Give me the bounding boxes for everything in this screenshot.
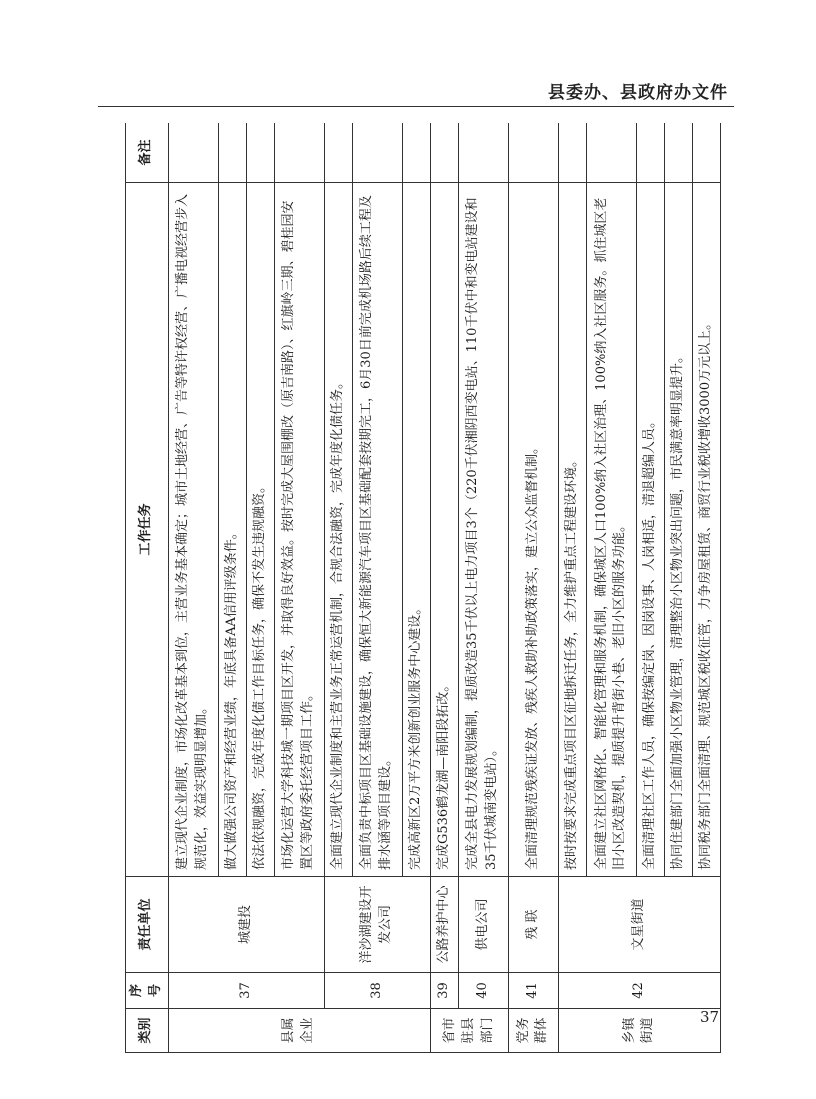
unit-cell: 供电公司 (458, 877, 508, 973)
unit-cell: 洋沙湖建设开发公司 (324, 877, 430, 973)
number-cell: 40 (458, 973, 508, 1009)
table-row (324, 123, 352, 1053)
task-table (125, 123, 721, 1053)
table-row (168, 123, 218, 1053)
remark-cell (636, 123, 664, 183)
unit-cell: 城建投 (168, 877, 324, 973)
remark-cell (558, 123, 586, 183)
table-header-row (126, 123, 169, 1053)
unit-cell: 残 联 (508, 877, 558, 973)
category-cell: 县属企业 (168, 1009, 430, 1053)
task-cell: 完成G536鹤龙湖—南阳段拓改。 (430, 183, 458, 877)
task-cell: 做大做强公司资产和经营业绩，年底具备AA信用评级条件。 (218, 183, 246, 877)
remark-cell (402, 123, 430, 183)
remark-cell (168, 123, 218, 183)
task-cell: 全面建立社区网格化、智能化管理和服务机制，确保城区人口100%纳入社区治理、100%纳入社区服务。抓住城区老旧小区改造契机，提质提升背街小巷、老旧小区的服务功能。 (586, 183, 636, 877)
header-task: 工作任务 (126, 183, 169, 877)
number-cell: 42 (558, 973, 720, 1009)
task-cell: 建立现代企业制度，市场化改革基本到位，主营业务基本确定；城市土地经营、广告等特许权经营、广播电视经营步入规范化，效益实现明显增加。 (168, 183, 218, 877)
category-cell: 党务群体 (508, 1009, 558, 1053)
remark-cell (274, 123, 324, 183)
task-cell: 全面清理社区工作人员，确保按编定岗、因岗设事、人岗相适，清退超编人员。 (636, 183, 664, 877)
task-cell: 完成高新区2万平方米创新创业服务中心建设。 (402, 183, 430, 877)
header-category: 类别 (126, 1009, 169, 1053)
header-remark: 备注 (126, 123, 169, 183)
task-cell: 全面负责中标项目区基础设施建设，确保恒大新能源汽车项目区基础配套按期完工，6月30日前完成机场路后续工程及排水涵等项目建设。 (352, 183, 402, 877)
remark-cell (692, 123, 720, 183)
remark-cell (352, 123, 402, 183)
table-row (430, 123, 458, 1053)
number-cell: 39 (430, 973, 458, 1009)
task-cell: 协同税务部门全面清理、规范城区税收征管，力争房屋租赁、商贸行业税收增收3000万元以上。 (692, 183, 720, 877)
remark-cell (458, 123, 508, 183)
task-cell: 按时按要求完成重点项目区征地拆迁任务，全力维护重点工程建设环境。 (558, 183, 586, 877)
number-cell: 38 (324, 973, 430, 1009)
remark-cell (324, 123, 352, 183)
table-row (558, 123, 586, 1053)
remark-cell (246, 123, 274, 183)
header-number: 序号 (126, 973, 169, 1009)
task-cell: 全面建立现代企业制度和主营业务正常运营机制，合规合法融资，完成年度化债任务。 (324, 183, 352, 877)
header-title: 县委办、县政府办文件 (548, 83, 728, 103)
task-cell: 依法依规融资，完成年度化债工作目标任务，确保不发生违规融资。 (246, 183, 274, 877)
table-stage (125, 123, 721, 1053)
unit-cell: 文星街道 (558, 877, 720, 973)
category-cell: 乡镇街道 (558, 1009, 720, 1053)
table-row (508, 123, 558, 1053)
remark-cell (508, 123, 558, 183)
task-cell: 完成全县电力发展规划编制，提质改造35千伏以上电力项目3个（220千伏湘阴西变电站、110千伏中和变电站建设和35千伏城南变电站）。 (458, 183, 508, 877)
remark-cell (664, 123, 692, 183)
remark-cell (586, 123, 636, 183)
number-cell: 41 (508, 973, 558, 1009)
page-number: 37 (700, 1008, 720, 1026)
task-cell: 协同住建部门全面加强小区物业管理，清理整治小区物业突出问题，市民满意率明显提升。 (664, 183, 692, 877)
number-cell: 37 (168, 973, 324, 1009)
category-cell: 省市驻县部门 (430, 1009, 508, 1053)
remark-cell (430, 123, 458, 183)
task-cell: 全面清理规范残疾证发放、残疾人救助补助政策落实，建立公众监督机制。 (508, 183, 558, 877)
document-header (98, 76, 734, 107)
table-row (458, 123, 508, 1053)
remark-cell (218, 123, 246, 183)
unit-cell: 公路养护中心 (430, 877, 458, 973)
task-cell: 市场化运营大学科技城一期项目区开发，并取得良好效益。按时完成大屋围棚改（原吉南路）、红旗岭三期、碧桂园安置区等政府委托经营项目工作。 (274, 183, 324, 877)
rotated-table-wrapper (125, 123, 721, 1053)
header-unit: 责任单位 (126, 877, 169, 973)
